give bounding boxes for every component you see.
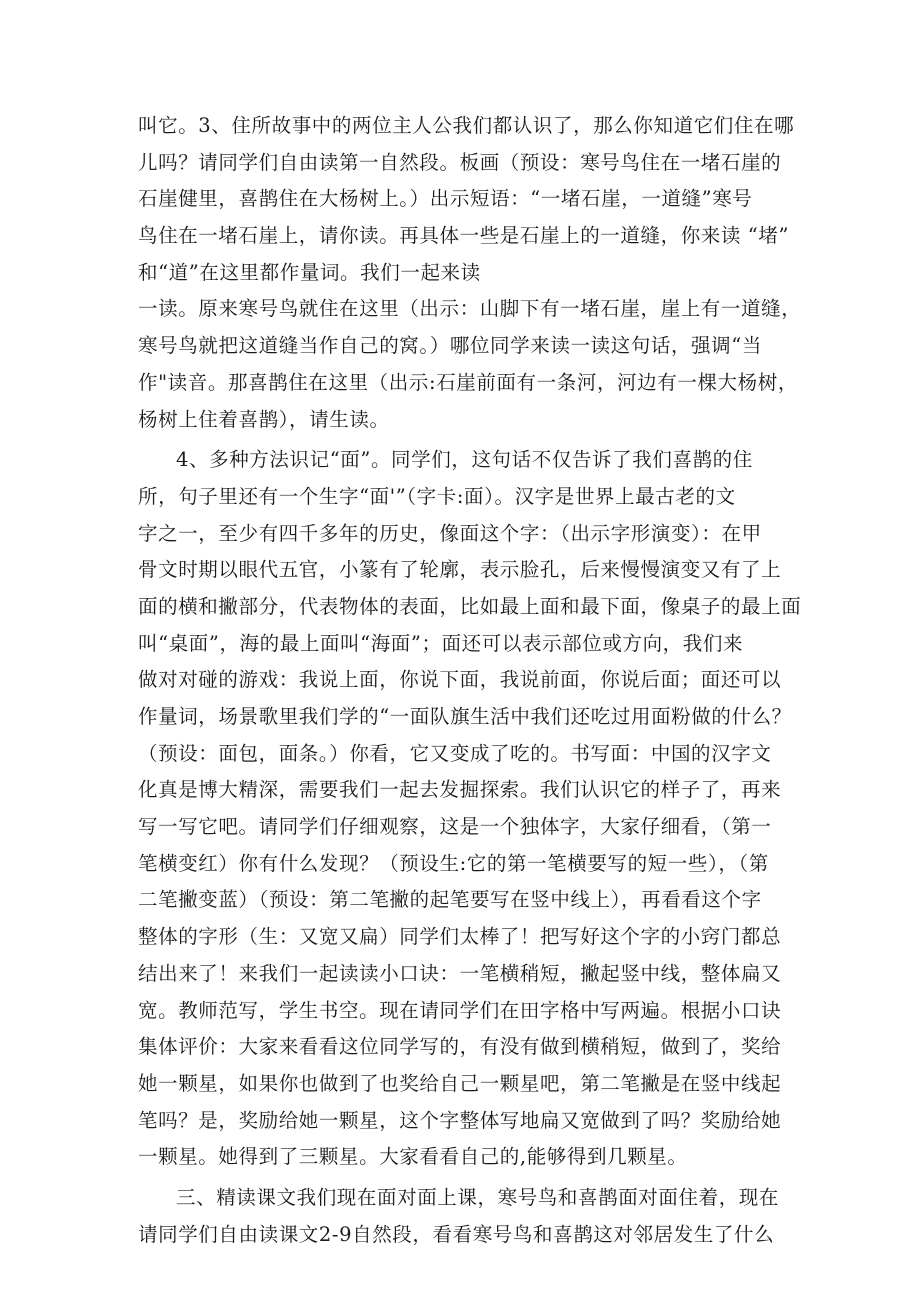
text-line: 二笔撇变蓝）（预设：第二笔撇的起笔要写在竖中线上），再看看这个字 (138, 888, 762, 912)
text-line: 宽。教师范写，学生书空。现在请同学们在田字格中写两遍。根据小口诀 (138, 998, 782, 1022)
text-line: 叫它。3、住所故事中的两位主人公我们都认识了，那么你知道它们住在哪 (138, 114, 795, 137)
text-line: 骨文时期以眼代五官，小篆有了轮廓，表示脸孔，后来慢慢演变又有了上 (138, 558, 782, 582)
text-line: 作量词，场景歌里我们学的“一面队旗生活中我们还吃过用面粉做的什么？ (138, 705, 792, 728)
text-line: 字之一，至少有四千多年的历史，像面这个字：（出示字形演变）：在甲 (138, 521, 762, 545)
text-line: 杨树上住着喜鹊），请生读。 (138, 407, 390, 431)
text-line: 和“道”在这里都作量词。我们一起来读 (138, 260, 481, 284)
text-line: 化真是博大精深，需要我们一起去发掘探索。我们认识它的样子了，再来 (138, 778, 782, 802)
text-line: （预设：面包，面条。）你看，它又变成了吃的。书写面：中国的汉字文 (138, 741, 772, 765)
text-line: 石崖健里，喜鹊住在大杨树上。）出示短语：“一堵石崖，一道缝”寒号 (138, 187, 753, 211)
text-line: 儿吗？请同学们自由读第一自然段。板画（预设：寒号鸟住在一堵石崖的 (138, 150, 782, 174)
text-line: 叫“桌面”，海的最上面叫“海面”；面还可以表示部位或方向，我们来 (138, 631, 744, 655)
paragraph-start-line: 4、多种方法识记“面”。同学们，这句话不仅告诉了我们喜鹊的住 (176, 448, 753, 472)
text-line: 笔吗？是，奖励给她一颗星，这个字整体写地扁又宽做到了吗？奖励给她 (138, 1108, 782, 1132)
text-line: 面的横和撇部分，代表物体的表面，比如最上面和最下面，像桌子的最上面 (138, 594, 802, 618)
text-line: 她一颗星，如果你也做到了也奖给自己一颗星吧，第二笔撇是在竖中线起 (138, 1071, 782, 1095)
text-line: 请同学们自由读课文2-9自然段，看看寒号鸟和喜鹊这对邻居发生了什么 (138, 1222, 775, 1246)
text-line: 一颗星。她得到了三颗星。大家看看自己的,能够得到几颗星。 (138, 1145, 688, 1169)
text-line: 一读。原来寒号鸟就住在这里（出示：山脚下有一堵石崖，崖上有一道缝， (138, 297, 802, 321)
text-line: 笔横变红）你有什么发现？（预设生:它的第一笔横要写的短一些），（第 (138, 851, 769, 875)
text-line: 整体的字形（生：又宽又扁）同学们太棒了！把写好这个字的小窍门都总 (138, 925, 782, 949)
text-line: 写一写它吧。请同学们仔细观察，这是一个独体字，大家仔细看，（第一 (138, 815, 772, 839)
text-line: 寒号鸟就把这道缝当作自己的窝。）哪位同学来读一读这句话，强调“当 (138, 334, 762, 358)
text-line: 所，句子里还有一个生字“面'”（字卡:面）。汉字是世界上最古老的文 (138, 484, 736, 508)
document-body (138, 108, 802, 1253)
text-line: 鸟住在一堵石崖上，请你读。再具体一些是石崖上的一道缝，你来读 “堵” (138, 224, 790, 248)
text-line: 做对对碰的游戏：我说上面，你说下面，我说前面，你说后面；面还可以 (138, 668, 782, 692)
text-line: 结出来了！来我们一起读读小口诀：一笔横稍短，撇起竖中线，整体扁又 (138, 961, 782, 985)
text-line: 集体评价：大家来看看这位同学写的，有没有做到横稍短，做到了，奖给 (138, 1035, 782, 1059)
text-line: 作"读音。那喜鹊住在这里（出示:石崖前面有一条河，河边有一棵大杨树， (138, 370, 798, 394)
section-heading-line: 三、精读课文我们现在面对面上课，寒号鸟和喜鹊面对面住着，现在 (176, 1185, 780, 1209)
